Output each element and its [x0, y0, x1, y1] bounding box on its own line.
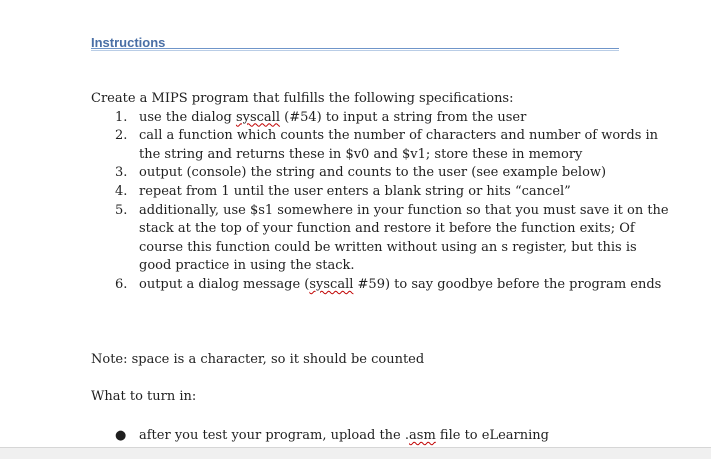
item-text: call a function which counts the number of characters and number of words in the string and returns these in $v0 and $v1; store these in memory	[139, 128, 659, 162]
list-number: 3.	[115, 165, 128, 181]
item-text: additionally, use $s1 somewhere in your function so that you must save it on the stack at the top of your function and restore it before the function exits; Of course this function could be written without using an s register, but this is good practice in using the stack.	[139, 202, 669, 274]
spec-body	[91, 90, 671, 295]
item-text: output (console) the string and counts to the user (see example below)	[139, 165, 607, 181]
note-text: Note: space is a character, so it should be counted	[91, 352, 425, 367]
list-item	[91, 127, 671, 164]
list-number: 6.	[115, 276, 128, 292]
spellcheck-word: syscall	[309, 276, 354, 292]
list-item	[91, 183, 671, 202]
instructions-heading: Instructions	[91, 35, 166, 50]
heading-rule-secondary	[91, 50, 619, 51]
spellcheck-word: asm	[409, 428, 436, 443]
item-text-post: #59) to say goodbye before the program ends	[353, 276, 662, 292]
bullet-text	[139, 428, 549, 443]
spellcheck-word: syscall	[235, 109, 281, 125]
bullet-text-pre: after you test your program, upload the .	[139, 428, 410, 443]
spec-list	[91, 109, 671, 295]
heading-rule	[91, 48, 619, 49]
bullet-icon: ●	[115, 428, 127, 443]
list-number: 5.	[115, 202, 128, 218]
list-item	[91, 164, 671, 183]
item-text-post: (#54) to input a string from the user	[280, 109, 527, 125]
item-text-pre: output a dialog message (	[139, 276, 310, 292]
horizontal-scrollbar[interactable]	[0, 447, 711, 459]
list-item	[91, 202, 671, 276]
bullet-text-post: file to eLearning	[435, 428, 549, 443]
item-text-pre: use the dialog	[139, 109, 236, 125]
list-number: 1.	[115, 109, 128, 125]
list-item	[91, 109, 671, 128]
intro-text: Create a MIPS program that fulfills the following specifications:	[91, 91, 514, 106]
list-number: 2.	[115, 128, 128, 144]
turn-in-label: What to turn in:	[91, 389, 197, 404]
list-item	[91, 276, 671, 295]
list-number: 4.	[115, 183, 128, 199]
item-text: repeat from 1 until the user enters a blank string or hits “cancel”	[139, 183, 571, 199]
